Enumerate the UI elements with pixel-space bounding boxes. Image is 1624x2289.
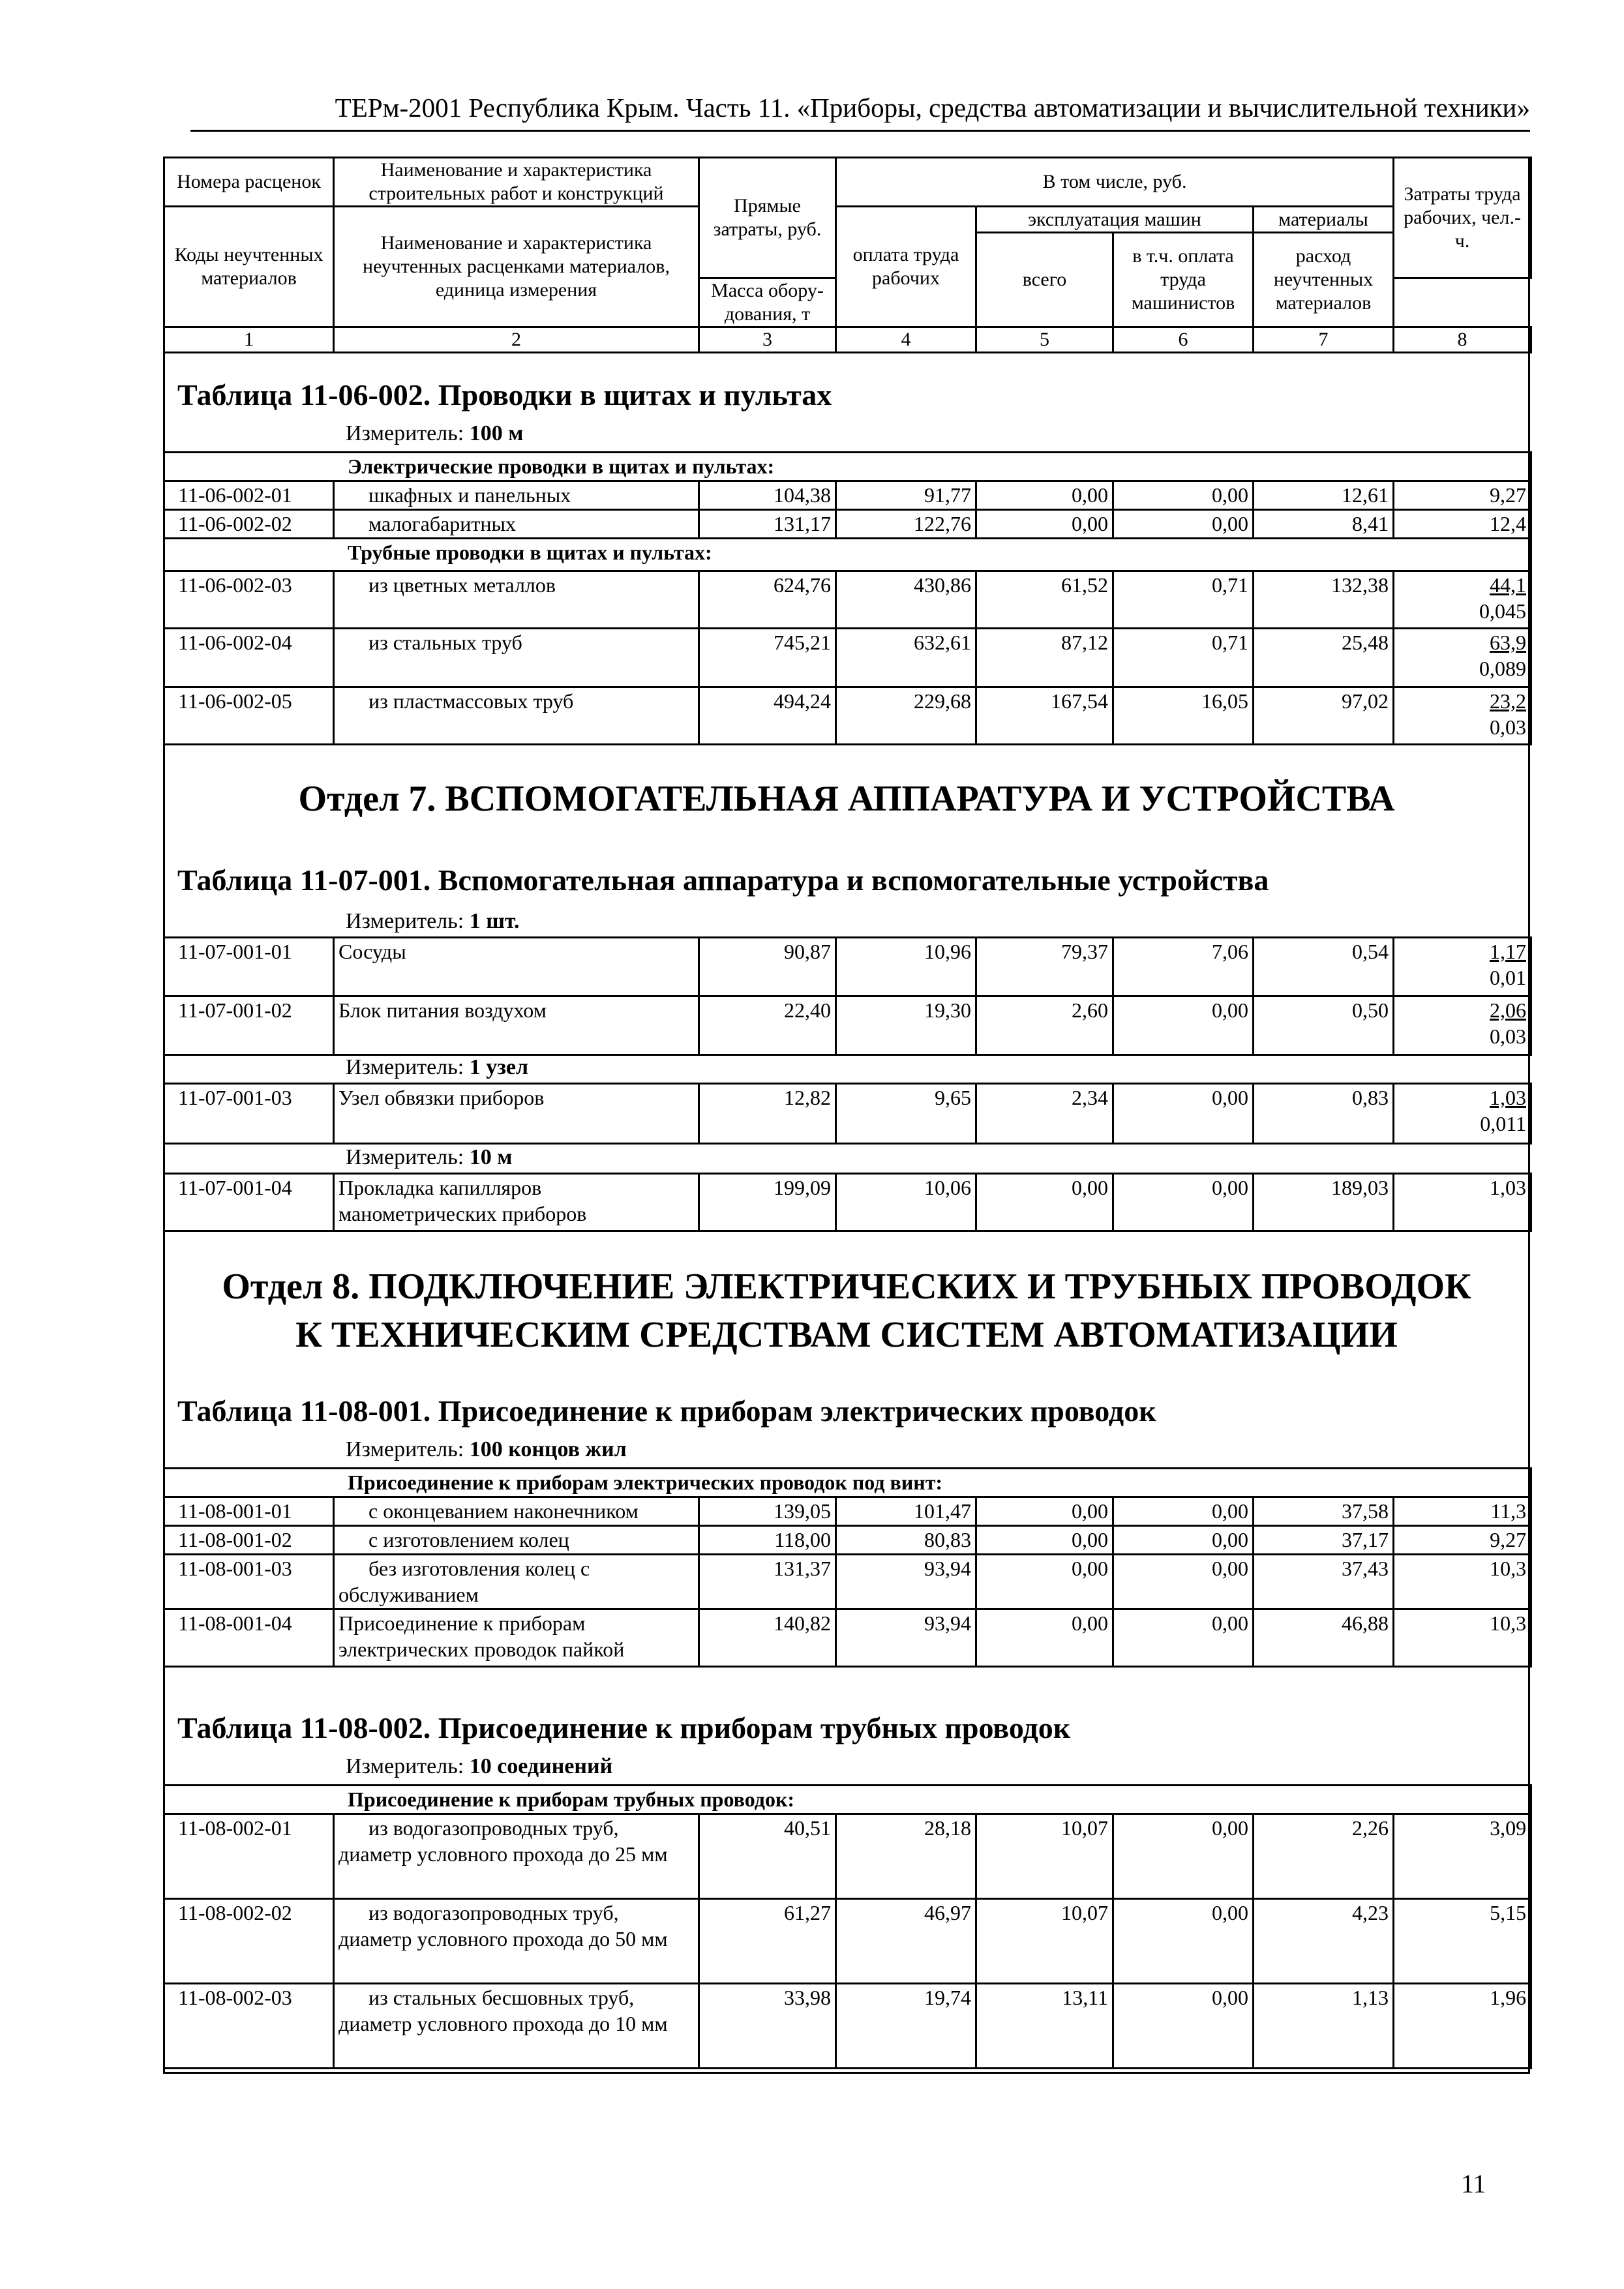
rate-name: из цветных металлов — [334, 571, 699, 629]
equipment-mass: 0,045 — [1479, 599, 1526, 623]
materials: 12,61 — [1254, 481, 1394, 510]
labor-and-mass — [1394, 629, 1531, 687]
worker-wages: 19,30 — [836, 996, 976, 1055]
rate-name: без изготовления колец с обслуживанием — [334, 1555, 699, 1609]
materials: 189,03 — [1254, 1174, 1394, 1231]
subheading: Электрические проводки в щитах и пультах: — [164, 453, 1531, 481]
rate-name: Прокладка капилляров манометрических приборов — [334, 1174, 699, 1231]
table-row — [164, 938, 1531, 996]
worker-wages: 80,83 — [836, 1526, 976, 1555]
worker-wages: 9,65 — [836, 1084, 976, 1144]
table-title: Таблица 11-08-001. Присоединение к приборам электрических проводок — [177, 1394, 1156, 1428]
rates-table-11-08-002 — [163, 1784, 1532, 2069]
worker-wages: 28,18 — [836, 1814, 976, 1899]
hdr-col-number: 7 — [1254, 327, 1394, 353]
table-row — [164, 687, 1531, 745]
operator-wages: 0,00 — [1113, 1814, 1254, 1899]
worker-wages: 19,74 — [836, 1984, 976, 2069]
table-row — [164, 1497, 1531, 1526]
hdr-operator-wages: в т.ч. оплата труда машинистов — [1113, 233, 1254, 327]
direct-costs: 40,51 — [699, 1814, 836, 1899]
labor-costs: 63,9 — [1490, 631, 1526, 654]
operator-wages: 0,00 — [1113, 1174, 1254, 1231]
hdr-including: В том числе, руб. — [836, 158, 1394, 207]
rate-code: 11-08-001-01 — [164, 1497, 334, 1526]
worker-wages: 91,77 — [836, 481, 976, 510]
materials: 132,38 — [1254, 571, 1394, 629]
table-row — [164, 1084, 1531, 1144]
direct-costs: 624,76 — [699, 571, 836, 629]
table-row — [164, 1555, 1531, 1609]
page-number: 11 — [1461, 2169, 1486, 2198]
direct-costs: 118,00 — [699, 1526, 836, 1555]
table-row — [164, 1174, 1531, 1231]
table-row — [164, 1609, 1531, 1667]
rate-name: из водогазопроводных труб, диаметр условного прохода до 50 мм — [334, 1899, 699, 1984]
measure-line: Измеритель: 1 узел — [346, 1055, 529, 1079]
equipment-mass: 0,011 — [1480, 1112, 1526, 1135]
materials: 0,83 — [1254, 1084, 1394, 1144]
rate-name: Блок питания воздухом — [334, 996, 699, 1055]
measure-line: Измеритель: 100 концов жил — [346, 1437, 627, 1461]
section-heading: Отдел 7. ВСПОМОГАТЕЛЬНАЯ АППАРАТУРА И УСТРОЙСТВА — [298, 779, 1395, 819]
worker-wages: 101,47 — [836, 1497, 976, 1526]
rate-code: 11-08-002-03 — [164, 1984, 334, 2069]
worker-wages: 93,94 — [836, 1555, 976, 1609]
operator-wages: 0,00 — [1113, 1497, 1254, 1526]
labor-and-mass — [1394, 938, 1531, 996]
machine-total: 13,11 — [976, 1984, 1113, 2069]
labor-costs: 9,27 — [1394, 1526, 1531, 1555]
hdr-worker-wages: оплата труда рабочих — [836, 207, 976, 327]
rate-name: Присоединение к приборам электрических проводок пайкой — [334, 1609, 699, 1667]
direct-costs: 140,82 — [699, 1609, 836, 1667]
materials: 46,88 — [1254, 1609, 1394, 1667]
direct-costs: 131,17 — [699, 510, 836, 539]
table-row — [164, 510, 1531, 539]
operator-wages: 7,06 — [1113, 938, 1254, 996]
hdr-col-number: 2 — [334, 327, 699, 353]
machine-total: 2,34 — [976, 1084, 1113, 1144]
hdr-materials: материалы — [1254, 207, 1394, 233]
rates-table-11-07-001-b — [163, 1083, 1532, 1144]
hdr-unaccounted-materials: расход неучтенных материалов — [1254, 233, 1394, 327]
measure-line: Измеритель: 10 м — [346, 1145, 513, 1169]
subheading: Трубные проводки в щитах и пультах: — [164, 539, 1531, 571]
machine-total: 0,00 — [976, 481, 1113, 510]
worker-wages: 10,06 — [836, 1174, 976, 1231]
machine-total: 87,12 — [976, 629, 1113, 687]
labor-and-mass — [1394, 687, 1531, 745]
worker-wages: 10,96 — [836, 938, 976, 996]
rate-code: 11-08-002-01 — [164, 1814, 334, 1899]
machine-total: 0,00 — [976, 1555, 1113, 1609]
operator-wages: 0,00 — [1113, 1526, 1254, 1555]
labor-costs: 1,17 — [1490, 940, 1526, 963]
materials: 37,43 — [1254, 1555, 1394, 1609]
operator-wages: 0,71 — [1113, 571, 1254, 629]
labor-costs: 2,06 — [1490, 998, 1526, 1022]
operator-wages: 0,00 — [1113, 1609, 1254, 1667]
machine-total: 0,00 — [976, 1174, 1113, 1231]
measure-line: Измеритель: 1 шт. — [346, 909, 520, 933]
operator-wages: 0,00 — [1113, 481, 1254, 510]
materials: 25,48 — [1254, 629, 1394, 687]
rate-code: 11-06-002-04 — [164, 629, 334, 687]
rates-table-11-07-001-a — [163, 936, 1532, 1056]
materials: 0,50 — [1254, 996, 1394, 1055]
direct-costs: 12,82 — [699, 1084, 836, 1144]
rate-name: малогабаритных — [334, 510, 699, 539]
rate-code: 11-06-002-05 — [164, 687, 334, 745]
labor-costs: 1,03 — [1394, 1174, 1531, 1231]
measure-line: Измеритель: 100 м — [346, 421, 524, 445]
rate-code: 11-07-001-01 — [164, 938, 334, 996]
running-head: ТЕРм-2001 Республика Крым. Часть 11. «Приборы, средства автоматизации и вычислительной техники» — [335, 93, 1530, 123]
machine-total: 0,00 — [976, 1526, 1113, 1555]
worker-wages: 122,76 — [836, 510, 976, 539]
equipment-mass: 0,03 — [1490, 1025, 1526, 1048]
labor-costs: 10,3 — [1394, 1609, 1531, 1667]
rate-code: 11-07-001-03 — [164, 1084, 334, 1144]
table-row — [164, 571, 1531, 629]
worker-wages: 430,86 — [836, 571, 976, 629]
table-row — [164, 1814, 1531, 1899]
direct-costs: 131,37 — [699, 1555, 836, 1609]
hdr-col-number: 3 — [699, 327, 836, 353]
labor-costs: 9,27 — [1394, 481, 1531, 510]
labor-costs: 11,3 — [1394, 1497, 1531, 1526]
rates-table-11-07-001-c — [163, 1173, 1532, 1232]
rate-name: из стальных труб — [334, 629, 699, 687]
direct-costs: 33,98 — [699, 1984, 836, 2069]
operator-wages: 0,00 — [1113, 996, 1254, 1055]
equipment-mass: 0,089 — [1479, 657, 1526, 680]
equipment-mass: 0,03 — [1490, 715, 1526, 739]
hdr-material-name: Наименование и характеристика неучтенных расценками материалов, единица измерения — [334, 207, 699, 327]
machine-total: 10,07 — [976, 1814, 1113, 1899]
rate-name: из стальных бесшовных труб, диаметр условного прохода до 10 мм — [334, 1984, 699, 2069]
machine-total: 0,00 — [976, 1609, 1113, 1667]
rate-name: с изготовлением колец — [334, 1526, 699, 1555]
running-head-rule — [190, 130, 1530, 132]
labor-costs: 5,15 — [1394, 1899, 1531, 1984]
materials: 4,23 — [1254, 1899, 1394, 1984]
labor-costs: 3,09 — [1394, 1814, 1531, 1899]
hdr-col-number: 1 — [164, 327, 334, 353]
materials: 97,02 — [1254, 687, 1394, 745]
rate-name: с оконцеванием наконечником — [334, 1497, 699, 1526]
materials: 1,13 — [1254, 1984, 1394, 2069]
hdr-material-codes: Коды неучтенных материалов — [164, 207, 334, 327]
direct-costs: 90,87 — [699, 938, 836, 996]
rate-code: 11-06-002-01 — [164, 481, 334, 510]
rate-name: Сосуды — [334, 938, 699, 996]
materials: 37,17 — [1254, 1526, 1394, 1555]
machine-total: 79,37 — [976, 938, 1113, 996]
hdr-col-number: 4 — [836, 327, 976, 353]
table-row — [164, 481, 1531, 510]
operator-wages: 16,05 — [1113, 687, 1254, 745]
direct-costs: 199,09 — [699, 1174, 836, 1231]
rate-name: из пластмассовых труб — [334, 687, 699, 745]
materials: 37,58 — [1254, 1497, 1394, 1526]
machine-total: 0,00 — [976, 1497, 1113, 1526]
section-heading-line: К ТЕХНИЧЕСКИМ СРЕДСТВАМ СИСТЕМ АВТОМАТИЗАЦИИ — [295, 1315, 1398, 1355]
direct-costs: 139,05 — [699, 1497, 836, 1526]
rate-code: 11-08-001-03 — [164, 1555, 334, 1609]
operator-wages: 0,71 — [1113, 629, 1254, 687]
machine-total: 10,07 — [976, 1899, 1113, 1984]
worker-wages: 46,97 — [836, 1899, 976, 1984]
hdr-col-number: 6 — [1113, 327, 1254, 353]
hdr-work-name: Наименование и характеристика строительных работ и конструкций — [334, 158, 699, 207]
column-header — [163, 157, 1532, 353]
labor-costs: 1,96 — [1394, 1984, 1531, 2069]
labor-costs: 12,4 — [1394, 510, 1531, 539]
machine-total: 2,60 — [976, 996, 1113, 1055]
worker-wages: 632,61 — [836, 629, 976, 687]
hdr-machine-total: всего — [976, 233, 1113, 327]
rate-name: из водогазопроводных труб, диаметр условного прохода до 25 мм — [334, 1814, 699, 1899]
labor-and-mass — [1394, 996, 1531, 1055]
materials: 8,41 — [1254, 510, 1394, 539]
section-heading — [163, 1263, 1530, 1359]
rate-code: 11-08-002-02 — [164, 1899, 334, 1984]
labor-costs: 10,3 — [1394, 1555, 1531, 1609]
hdr-equipment-mass: Масса обору-дования, т — [699, 278, 836, 327]
machine-total: 0,00 — [976, 510, 1113, 539]
rate-code: 11-07-001-04 — [164, 1174, 334, 1231]
section-heading-line: Отдел 8. ПОДКЛЮЧЕНИЕ ЭЛЕКТРИЧЕСКИХ И ТРУБНЫХ ПРОВОДОК — [222, 1266, 1471, 1307]
subheading: Присоединение к приборам трубных проводок: — [164, 1786, 1531, 1814]
hdr-rate-numbers: Номера расценок — [164, 158, 334, 207]
table-title: Таблица 11-07-001. Вспомогательная аппаратура и вспомогательные устройства — [177, 863, 1269, 897]
hdr-direct-costs: Прямые затраты, руб. — [699, 158, 836, 278]
direct-costs: 22,40 — [699, 996, 836, 1055]
labor-costs: 44,1 — [1490, 573, 1526, 597]
table-row — [164, 1899, 1531, 1984]
operator-wages: 0,00 — [1113, 1084, 1254, 1144]
subheading: Присоединение к приборам электрических проводок под винт: — [164, 1469, 1531, 1497]
rate-code: 11-06-002-02 — [164, 510, 334, 539]
direct-costs: 104,38 — [699, 481, 836, 510]
table-row — [164, 1526, 1531, 1555]
labor-costs: 1,03 — [1490, 1086, 1526, 1109]
worker-wages: 93,94 — [836, 1609, 976, 1667]
table-title: Таблица 11-06-002. Проводки в щитах и пультах — [177, 378, 832, 411]
rate-code: 11-08-001-04 — [164, 1609, 334, 1667]
direct-costs: 745,21 — [699, 629, 836, 687]
hdr-col-number: 8 — [1394, 327, 1531, 353]
operator-wages: 0,00 — [1113, 1899, 1254, 1984]
materials: 2,26 — [1254, 1814, 1394, 1899]
labor-and-mass — [1394, 1084, 1531, 1144]
operator-wages: 0,00 — [1113, 510, 1254, 539]
rate-code: 11-07-001-02 — [164, 996, 334, 1055]
hdr-labor-costs: Затраты труда рабочих, чел.-ч. — [1394, 158, 1531, 278]
labor-costs: 23,2 — [1490, 689, 1526, 713]
hdr-machine-operation: эксплуатация машин — [976, 207, 1254, 233]
rates-table-11-08-001 — [163, 1467, 1532, 1668]
direct-costs: 494,24 — [699, 687, 836, 745]
machine-total: 61,52 — [976, 571, 1113, 629]
rate-name: шкафных и панельных — [334, 481, 699, 510]
equipment-mass: 0,01 — [1490, 966, 1526, 989]
table-row — [164, 1984, 1531, 2069]
operator-wages: 0,00 — [1113, 1555, 1254, 1609]
rate-code: 11-06-002-03 — [164, 571, 334, 629]
machine-total: 167,54 — [976, 687, 1113, 745]
table-row — [164, 996, 1531, 1055]
rate-code: 11-08-001-02 — [164, 1526, 334, 1555]
worker-wages: 229,68 — [836, 687, 976, 745]
table-row — [164, 629, 1531, 687]
direct-costs: 61,27 — [699, 1899, 836, 1984]
labor-and-mass — [1394, 571, 1531, 629]
rates-table-11-06-002 — [163, 451, 1532, 745]
table-title: Таблица 11-08-002. Присоединение к приборам трубных проводок — [177, 1711, 1071, 1744]
materials: 0,54 — [1254, 938, 1394, 996]
rate-name: Узел обвязки приборов — [334, 1084, 699, 1144]
operator-wages: 0,00 — [1113, 1984, 1254, 2069]
measure-line: Измеритель: 10 соединений — [346, 1754, 613, 1778]
hdr-col-number: 5 — [976, 327, 1113, 353]
